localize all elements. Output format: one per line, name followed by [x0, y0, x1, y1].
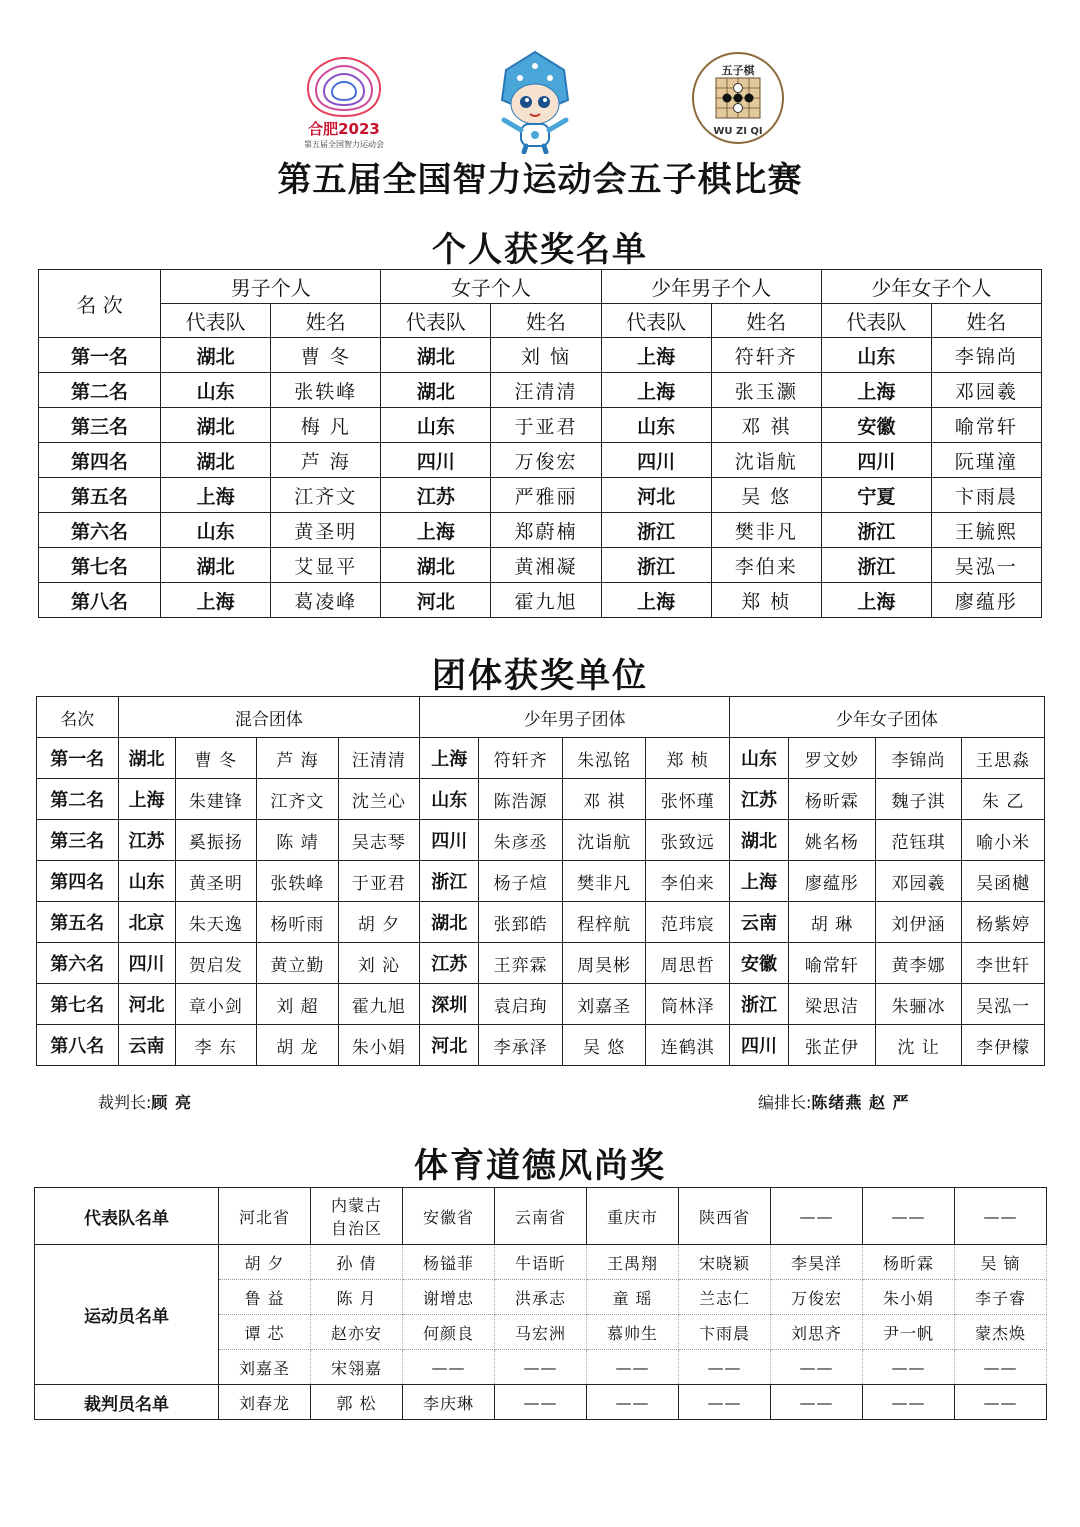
rank-cell: 第四名: [39, 443, 161, 478]
player-name-cell: 江齐文: [257, 779, 339, 820]
team-column-header: 代表队: [161, 304, 271, 338]
player-name-cell: 李承泽: [479, 1025, 563, 1066]
table-row: [39, 338, 1042, 373]
player-name-cell: 于亚君: [491, 408, 601, 443]
rank-cell: 第一名: [39, 338, 161, 373]
athlete-name-cell: 洪承志: [495, 1280, 587, 1315]
player-name-cell: 江齐文: [271, 478, 381, 513]
team-cell: 四川: [821, 443, 931, 478]
player-name-cell: 胡 琳: [789, 902, 876, 943]
athlete-name-cell: 李昊洋: [771, 1245, 863, 1280]
referee-name-cell: ——: [771, 1385, 863, 1420]
athlete-name-cell: 童 瑶: [587, 1280, 679, 1315]
team-cell: 山东: [118, 861, 175, 902]
player-name-cell: 曹 冬: [175, 738, 257, 779]
name-column-header: 姓名: [931, 304, 1041, 338]
player-name-cell: 樊非凡: [711, 513, 821, 548]
referee-list-label: 裁判员名单: [35, 1385, 219, 1420]
player-name-cell: 张怀瑾: [646, 779, 730, 820]
player-name-cell: 汪清清: [491, 373, 601, 408]
team-cell: 浙江: [420, 861, 479, 902]
team-cell: 宁夏: [821, 478, 931, 513]
svg-text:合肥2023: 合肥2023: [308, 120, 380, 138]
chief-scheduler: [758, 1090, 910, 1113]
player-name-cell: 艾显平: [271, 548, 381, 583]
rank-header: 名 次: [39, 270, 161, 338]
team-cell: 浙江: [729, 984, 788, 1025]
team-cell-line: 自治区: [330, 1219, 382, 1238]
athlete-name-cell: 蒙杰焕: [955, 1315, 1047, 1350]
player-name-cell: 程梓航: [562, 902, 646, 943]
team-cell: 四川: [420, 820, 479, 861]
name-column-header: 姓名: [491, 304, 601, 338]
table-row: [39, 583, 1042, 618]
player-name-cell: 于亚君: [338, 861, 420, 902]
player-name-cell: 胡 龙: [257, 1025, 339, 1066]
player-name-cell: 梅 凡: [271, 408, 381, 443]
group-header: 少年女子团体: [729, 697, 1044, 738]
player-name-cell: 邓 祺: [562, 779, 646, 820]
header-row: [37, 697, 1045, 738]
player-name-cell: 黄圣明: [271, 513, 381, 548]
player-name-cell: 喻常轩: [789, 943, 876, 984]
table-row: [39, 548, 1042, 583]
rank-cell: 第三名: [37, 820, 119, 861]
player-name-cell: 喻小米: [962, 820, 1045, 861]
group-header: 女子个人: [381, 270, 601, 304]
team-cell: 湖北: [381, 548, 491, 583]
player-name-cell: 筒林泽: [646, 984, 730, 1025]
team-cell: 山东: [821, 338, 931, 373]
player-name-cell: 郑 桢: [646, 738, 730, 779]
player-name-cell: 李伯来: [646, 861, 730, 902]
team-cell: 上海: [420, 738, 479, 779]
player-name-cell: 周昊彬: [562, 943, 646, 984]
athlete-name-cell: 尹一帆: [863, 1315, 955, 1350]
team-cell: 四川: [381, 443, 491, 478]
player-name-cell: 汪清清: [338, 738, 420, 779]
referee-name-cell: 刘春龙: [219, 1385, 311, 1420]
team-cell: 湖北: [729, 820, 788, 861]
team-cell: 河北: [601, 478, 711, 513]
team-cell: 河北: [381, 583, 491, 618]
team-cell: 湖北: [118, 738, 175, 779]
player-name-cell: 卞雨晨: [931, 478, 1041, 513]
player-name-cell: 梁思洁: [789, 984, 876, 1025]
team-cell: 上海: [821, 583, 931, 618]
player-name-cell: 张郅皓: [479, 902, 563, 943]
athlete-name-cell: 赵亦安: [311, 1315, 403, 1350]
player-name-cell: 范钰琪: [875, 820, 962, 861]
player-name-cell: 王毓熙: [931, 513, 1041, 548]
chief-referee: [98, 1090, 192, 1113]
hefei-2023-games-logo-icon: [298, 50, 390, 154]
team-cell: 上海: [381, 513, 491, 548]
rank-cell: 第七名: [39, 548, 161, 583]
athlete-name-cell: 兰志仁: [679, 1280, 771, 1315]
team-cell: 湖北: [161, 443, 271, 478]
athlete-name-cell: ——: [403, 1350, 495, 1385]
athlete-name-cell: 吴 镝: [955, 1245, 1047, 1280]
team-cell: 上海: [161, 583, 271, 618]
athlete-name-cell: ——: [955, 1350, 1047, 1385]
player-name-cell: 姚名杨: [789, 820, 876, 861]
player-name-cell: 张玉灏: [711, 373, 821, 408]
athlete-name-cell: 慕帅生: [587, 1315, 679, 1350]
sportsmanship-award-table: [34, 1187, 1047, 1420]
table-row: [37, 820, 1045, 861]
rank-cell: 第五名: [39, 478, 161, 513]
group-header: 少年女子个人: [821, 270, 1041, 304]
chief-referee-name: 顾 亮: [151, 1093, 192, 1112]
table-row: [39, 408, 1042, 443]
player-name-cell: 王思淼: [962, 738, 1045, 779]
player-name-cell: 邓园羲: [931, 373, 1041, 408]
table-row: [39, 443, 1042, 478]
athlete-name-cell: 宋翎嘉: [311, 1350, 403, 1385]
player-name-cell: 黄圣明: [175, 861, 257, 902]
player-name-cell: 吴志琴: [338, 820, 420, 861]
player-name-cell: 吴 悠: [711, 478, 821, 513]
table-row: [37, 738, 1045, 779]
team-cell: ——: [771, 1188, 863, 1245]
team-list-label: 代表队名单: [35, 1188, 219, 1245]
athlete-name-cell: ——: [587, 1350, 679, 1385]
table-row: [39, 373, 1042, 408]
player-name-cell: 杨听雨: [257, 902, 339, 943]
team-cell: 河北省: [219, 1188, 311, 1245]
chief-scheduler-names: 陈绪燕 赵 严: [811, 1093, 910, 1112]
rank-cell: 第三名: [39, 408, 161, 443]
player-name-cell: 曹 冬: [271, 338, 381, 373]
athlete-name-cell: 朱小娟: [863, 1280, 955, 1315]
player-name-cell: 朱建锋: [175, 779, 257, 820]
player-name-cell: 沈 让: [875, 1025, 962, 1066]
svg-text:五子棋: 五子棋: [721, 64, 755, 77]
player-name-cell: 黄立勤: [257, 943, 339, 984]
athlete-name-cell: 宋晓颖: [679, 1245, 771, 1280]
athlete-name-cell: 马宏洲: [495, 1315, 587, 1350]
player-name-cell: 杨紫婷: [962, 902, 1045, 943]
athlete-name-cell: 陈 月: [311, 1280, 403, 1315]
team-cell: 河北: [118, 984, 175, 1025]
rank-cell: 第四名: [37, 861, 119, 902]
team-cell: 湖北: [381, 338, 491, 373]
team-cell: 云南: [118, 1025, 175, 1066]
player-name-cell: 朱 乙: [962, 779, 1045, 820]
player-name-cell: 张芷伊: [789, 1025, 876, 1066]
player-name-cell: 吴函樾: [962, 861, 1045, 902]
player-name-cell: 吴 悠: [562, 1025, 646, 1066]
player-name-cell: 刘 恼: [491, 338, 601, 373]
team-cell: 四川: [601, 443, 711, 478]
team-cell: 浙江: [601, 548, 711, 583]
rank-cell: 第二名: [37, 779, 119, 820]
athlete-name-cell: 李子睿: [955, 1280, 1047, 1315]
team-cell: 湖北: [420, 902, 479, 943]
team-cell: 山东: [381, 408, 491, 443]
player-name-cell: 张致远: [646, 820, 730, 861]
player-name-cell: 周思哲: [646, 943, 730, 984]
athlete-name-cell: ——: [679, 1350, 771, 1385]
team-cell: 河北: [420, 1025, 479, 1066]
rank-header: 名次: [37, 697, 119, 738]
individual-awards-table: [38, 269, 1042, 618]
player-name-cell: 沈诣航: [711, 443, 821, 478]
player-name-cell: 刘伊涵: [875, 902, 962, 943]
table-row: [37, 902, 1045, 943]
player-name-cell: 杨子煊: [479, 861, 563, 902]
team-cell: 上海: [601, 373, 711, 408]
athlete-name-cell: ——: [495, 1350, 587, 1385]
player-name-cell: 严雅丽: [491, 478, 601, 513]
player-name-cell: 刘 超: [257, 984, 339, 1025]
player-name-cell: 张轶峰: [257, 861, 339, 902]
rank-cell: 第五名: [37, 902, 119, 943]
team-cell: 上海: [729, 861, 788, 902]
player-name-cell: 连鹤淇: [646, 1025, 730, 1066]
player-name-cell: 李 东: [175, 1025, 257, 1066]
team-cell: 上海: [118, 779, 175, 820]
team-column-header: 代表队: [381, 304, 491, 338]
mascot-icon: [494, 48, 576, 154]
player-name-cell: 袁启珣: [479, 984, 563, 1025]
athlete-name-cell: 刘思齐: [771, 1315, 863, 1350]
table-row: [39, 478, 1042, 513]
player-name-cell: 邓 祺: [711, 408, 821, 443]
team-cell: 上海: [161, 478, 271, 513]
athlete-name-cell: 杨镒菲: [403, 1245, 495, 1280]
team-cell: 四川: [729, 1025, 788, 1066]
team-cell: 山东: [601, 408, 711, 443]
subheader-row: [39, 304, 1042, 338]
group-header: 混合团体: [118, 697, 420, 738]
player-name-cell: 奚振扬: [175, 820, 257, 861]
team-cell: 云南省: [495, 1188, 587, 1245]
team-cell: 山东: [161, 373, 271, 408]
referee-name-cell: 李庆琳: [403, 1385, 495, 1420]
team-cell: 湖北: [161, 408, 271, 443]
table-row: [37, 984, 1045, 1025]
player-name-cell: 郑蔚楠: [491, 513, 601, 548]
sportsmanship-award-title: 体育道德风尚奖: [414, 1146, 666, 1186]
team-cell: 北京: [118, 902, 175, 943]
group-header: 男子个人: [161, 270, 381, 304]
player-name-cell: 葛凌峰: [271, 583, 381, 618]
team-cell: 湖北: [381, 373, 491, 408]
team-cell-line: 内蒙古: [330, 1196, 382, 1215]
rank-cell: 第六名: [39, 513, 161, 548]
player-name-cell: 李伊檬: [962, 1025, 1045, 1066]
player-name-cell: 霍九旭: [338, 984, 420, 1025]
team-cell: 上海: [821, 373, 931, 408]
team-cell: 重庆市: [587, 1188, 679, 1245]
player-name-cell: 杨昕霖: [789, 779, 876, 820]
chief-referee-label: 裁判长:: [98, 1093, 152, 1112]
team-column-header: 代表队: [821, 304, 931, 338]
team-cell: 浙江: [601, 513, 711, 548]
player-name-cell: 朱小娟: [338, 1025, 420, 1066]
rank-cell: 第七名: [37, 984, 119, 1025]
table-row: [37, 779, 1045, 820]
player-name-cell: 霍九旭: [491, 583, 601, 618]
team-cell: 山东: [161, 513, 271, 548]
table-row: [37, 943, 1045, 984]
player-name-cell: 胡 夕: [338, 902, 420, 943]
athlete-name-cell: 孙 倩: [311, 1245, 403, 1280]
player-name-cell: 廖蕴彤: [789, 861, 876, 902]
athlete-name-cell: 鲁 益: [219, 1280, 311, 1315]
player-name-cell: 刘 沁: [338, 943, 420, 984]
svg-text:第五届全国智力运动会: 第五届全国智力运动会: [304, 140, 384, 149]
team-cell: [311, 1188, 403, 1245]
team-cell: 四川: [118, 943, 175, 984]
player-name-cell: 黄湘凝: [491, 548, 601, 583]
svg-text:WU ZI QI: WU ZI QI: [713, 126, 763, 137]
referee-row: [35, 1385, 1047, 1420]
athlete-name-cell: ——: [863, 1350, 955, 1385]
main-title: 第五届全国智力运动会五子棋比赛: [277, 160, 803, 200]
referee-name-cell: ——: [955, 1385, 1047, 1420]
team-cell: 浙江: [821, 548, 931, 583]
team-cell: ——: [863, 1188, 955, 1245]
player-name-cell: 芦 海: [271, 443, 381, 478]
team-awards-title: 团体获奖单位: [432, 656, 648, 696]
group-header: 少年男子团体: [420, 697, 730, 738]
player-name-cell: 贺启发: [175, 943, 257, 984]
team-cell: 深圳: [420, 984, 479, 1025]
team-cell: 安徽: [729, 943, 788, 984]
player-name-cell: 万俊宏: [491, 443, 601, 478]
table-row: [37, 861, 1045, 902]
player-name-cell: 阮瑾潼: [931, 443, 1041, 478]
player-name-cell: 喻常轩: [931, 408, 1041, 443]
table-row: [37, 1025, 1045, 1066]
header-row: [39, 270, 1042, 304]
group-header: 少年男子个人: [601, 270, 821, 304]
player-name-cell: 李锦尚: [931, 338, 1041, 373]
player-name-cell: 李锦尚: [875, 738, 962, 779]
athlete-name-cell: 谢增忠: [403, 1280, 495, 1315]
team-cell: 山东: [729, 738, 788, 779]
player-name-cell: 张轶峰: [271, 373, 381, 408]
individual-awards-title: 个人获奖名单: [432, 230, 648, 270]
athlete-name-cell: ——: [771, 1350, 863, 1385]
player-name-cell: 樊非凡: [562, 861, 646, 902]
referee-name-cell: ——: [587, 1385, 679, 1420]
team-cell: 江苏: [729, 779, 788, 820]
player-name-cell: 李伯来: [711, 548, 821, 583]
team-cell: 陕西省: [679, 1188, 771, 1245]
player-name-cell: 符轩齐: [711, 338, 821, 373]
player-name-cell: 吴泓一: [962, 984, 1045, 1025]
team-awards-table: [36, 696, 1045, 1066]
player-name-cell: 廖蕴彤: [931, 583, 1041, 618]
team-cell: 浙江: [821, 513, 931, 548]
team-cell: 江苏: [381, 478, 491, 513]
player-name-cell: 沈诣航: [562, 820, 646, 861]
athlete-name-cell: 谭 芯: [219, 1315, 311, 1350]
team-column-header: 代表队: [601, 304, 711, 338]
team-cell: 云南: [729, 902, 788, 943]
player-name-cell: 章小剑: [175, 984, 257, 1025]
referee-name-cell: ——: [863, 1385, 955, 1420]
rank-cell: 第八名: [37, 1025, 119, 1066]
team-cell: 江苏: [420, 943, 479, 984]
rank-cell: 第六名: [37, 943, 119, 984]
referee-name-cell: ——: [679, 1385, 771, 1420]
player-name-cell: 朱骊冰: [875, 984, 962, 1025]
logo-bar: [0, 48, 1080, 156]
team-cell: 山东: [420, 779, 479, 820]
player-name-cell: 郑 桢: [711, 583, 821, 618]
player-name-cell: 罗文妙: [789, 738, 876, 779]
player-name-cell: 魏子淇: [875, 779, 962, 820]
player-name-cell: 黄李娜: [875, 943, 962, 984]
team-cell: 湖北: [161, 548, 271, 583]
athlete-name-cell: 卞雨晨: [679, 1315, 771, 1350]
player-name-cell: 邓园羲: [875, 861, 962, 902]
player-name-cell: 朱天逸: [175, 902, 257, 943]
player-name-cell: 朱泓铭: [562, 738, 646, 779]
team-cell: ——: [955, 1188, 1047, 1245]
player-name-cell: 朱彦丞: [479, 820, 563, 861]
team-cell: 江苏: [118, 820, 175, 861]
player-name-cell: 芦 海: [257, 738, 339, 779]
athlete-name-cell: 刘嘉圣: [219, 1350, 311, 1385]
player-name-cell: 沈兰心: [338, 779, 420, 820]
player-name-cell: 李世轩: [962, 943, 1045, 984]
player-name-cell: 符轩齐: [479, 738, 563, 779]
player-name-cell: 吴泓一: [931, 548, 1041, 583]
athlete-name-cell: 何颜良: [403, 1315, 495, 1350]
team-cell: 上海: [601, 338, 711, 373]
player-name-cell: 陈浩源: [479, 779, 563, 820]
athlete-name-cell: 牛语昕: [495, 1245, 587, 1280]
rank-cell: 第二名: [39, 373, 161, 408]
athlete-name-cell: 杨昕霖: [863, 1245, 955, 1280]
player-name-cell: 范玮宸: [646, 902, 730, 943]
gomoku-logo-icon: [690, 50, 786, 146]
team-cell: 湖北: [161, 338, 271, 373]
athlete-name-cell: 万俊宏: [771, 1280, 863, 1315]
referee-name-cell: ——: [495, 1385, 587, 1420]
athlete-row: [35, 1245, 1047, 1280]
rank-cell: 第一名: [37, 738, 119, 779]
table-row: [39, 513, 1042, 548]
athlete-name-cell: 胡 夕: [219, 1245, 311, 1280]
team-cell: 安徽省: [403, 1188, 495, 1245]
rank-cell: 第八名: [39, 583, 161, 618]
player-name-cell: 王弈霖: [479, 943, 563, 984]
team-cell: 安徽: [821, 408, 931, 443]
team-cell: 上海: [601, 583, 711, 618]
team-list-row: [35, 1188, 1047, 1245]
name-column-header: 姓名: [711, 304, 821, 338]
player-name-cell: 陈 靖: [257, 820, 339, 861]
referee-name-cell: 郭 松: [311, 1385, 403, 1420]
chief-scheduler-label: 编排长:: [758, 1093, 812, 1112]
player-name-cell: 刘嘉圣: [562, 984, 646, 1025]
name-column-header: 姓名: [271, 304, 381, 338]
athlete-list-label: 运动员名单: [35, 1245, 219, 1385]
athlete-name-cell: 王禺翔: [587, 1245, 679, 1280]
